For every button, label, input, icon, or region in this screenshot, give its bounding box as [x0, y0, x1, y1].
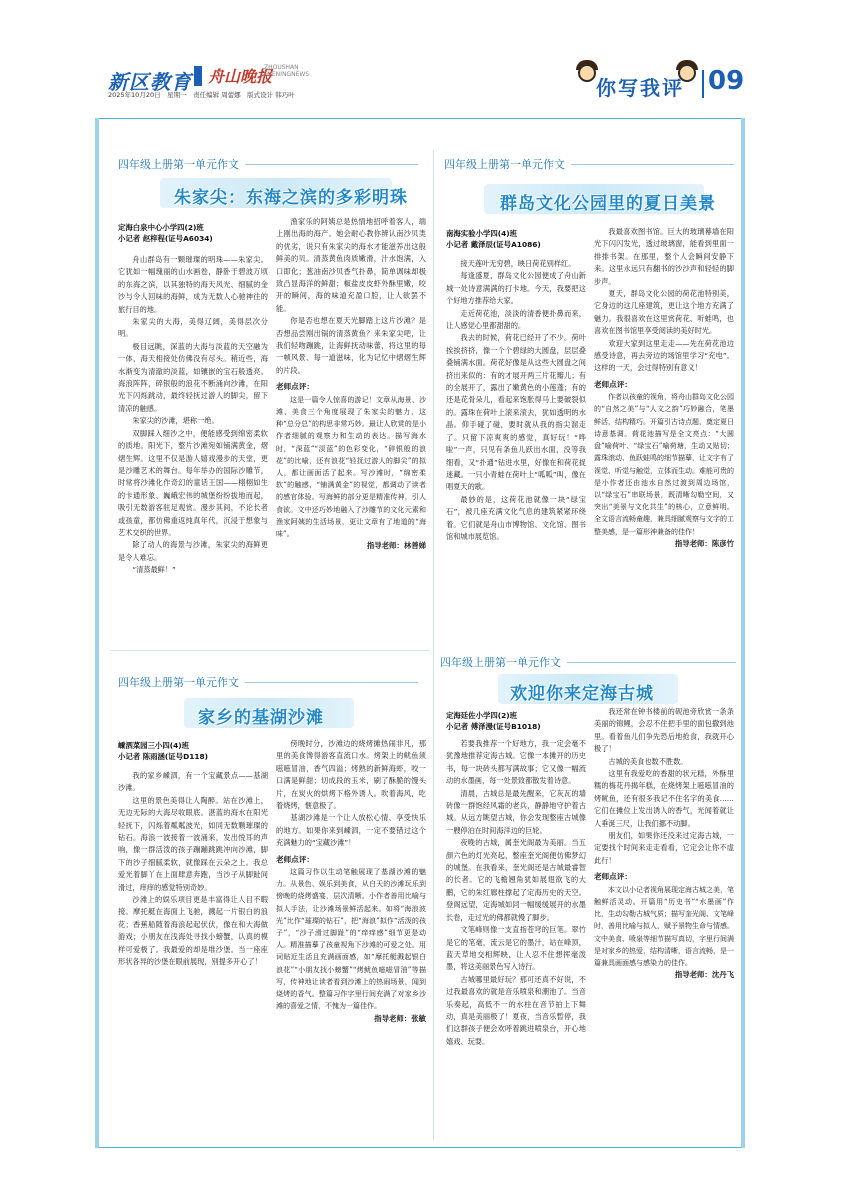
page-number: 09: [708, 66, 745, 96]
a3-col2: [276, 738, 426, 1138]
a2-byline: [446, 228, 541, 250]
brand-title: 新区教育: [108, 70, 192, 94]
a3-label: 四年级上册第一单元作文: [118, 674, 245, 690]
a4-p9: 朋友们，如果你还没来过定海古城，一定要找个时间来走走看看，它定会让你不虚此行！: [594, 831, 734, 865]
a4-school: 定海廷佐小学四(2)班: [446, 711, 518, 720]
a4-p7: 古城的美食也数不胜数。: [608, 756, 688, 766]
a4-p6: 我还常在钟书楼前的砚池旁欣赏一条条美丽的锦鲤，会忍不住把手里的面包撒到池里。看着鱼儿们争先恐后地抢食，我就开心极了！: [594, 707, 734, 754]
a2-label: 四年级上册第一单元作文: [444, 156, 571, 172]
a1-p6: 除了动人的海景与沙滩，朱家尖的海鲜更是令人难忘。: [118, 540, 268, 562]
a4-col2: [594, 706, 734, 1140]
a2-teacher: 指导老师：陈彦竹: [674, 538, 734, 548]
a1-p5: 双脚踩入细沙之中，便能感受到绵密柔软的质地。阳光下，整片沙滩宛如铺满黄金，熠熠生辉。这里不仅是游人嬉戏漫步的天堂，更是沙雕艺术的舞台。每年举办的国际沙雕节，时常将沙滩化作奇幻的童话王国——栩栩如生的卡通形象、巍峨宏伟的城堡纷纷拔地而起，吸引无数游客驻足观赏。漫步其间，不论长者或孩童，都仿佛重返纯真年代，沉浸于想象与艺术交织的世界。: [118, 428, 268, 537]
a1-title: 朱家尖：东海之滨的多彩明珠: [174, 188, 408, 208]
a1-p4: 朱家尖的沙滩，堪称一绝。: [132, 416, 219, 426]
a4-byline: [446, 710, 541, 732]
a1-comment-label: 老师点评：: [276, 382, 314, 392]
a2-p2: 每逢盛夏，群岛文化公园便成了舟山新城一处诗意满满的打卡地。今天，我要把这个好地方推荐给大家。: [446, 271, 586, 306]
a4-teacher: 指导老师：沈丹飞: [674, 970, 734, 980]
a1-col2: [276, 216, 426, 662]
center-divider: [433, 150, 434, 1140]
a2-author: 小记者 戴泽辰(证号A1086): [446, 240, 541, 249]
paper-logo: 舟山晚报: [208, 67, 273, 86]
a2-school: 南海实验小学四(4)班: [446, 229, 518, 238]
kid-face-1: [578, 64, 596, 82]
a2-col1: [446, 258, 586, 688]
a4-title: 欢迎你来定海古城: [510, 684, 654, 704]
masthead: [108, 60, 744, 112]
a2-comment-label: 老师点评：: [594, 379, 632, 389]
a2-title: 群岛文化公园里的夏日美景: [500, 194, 716, 214]
a4-p1: 若要我推荐一个好地方，我一定会毫不犹豫地推荐定海古城。它像一本摊开的历史书，每一块砖头都写满故事；它又像一幅流动的水墨画，每一处景致都散发着诗意。: [446, 739, 586, 786]
a4-p3: 夜晚的古城，属奎光阁最为美丽。当五颜六色的灯光亮起，整座奎光阁便仿佛梦幻的城堡。在我看来，奎光阁还是古城最睿智的长者。它的飞檐翘角犹如展翅欲飞的大鹏，它的朱红廊柱撑起了定海历史的天空。登阁远望，定海城如同一幅缓缓展开的水墨长卷，走过光的佛都就慢了脚步。: [446, 838, 586, 922]
a1-label: 四年级上册第一单元作文: [118, 156, 245, 172]
a3-p2: 这里的景色美得让人陶醉。站在沙滩上，无边无际的大海尽收眼底。湛蓝的海水在阳光轻抚下，闪烁着粼粼波光，如同无数颗璀璨的钻石。海浪一波接着一波涌来，发出悦耳的声响，像一群活泼的孩子蹦蹦跳跳冲向沙滩，脚下的沙子细腻柔软，就像踩在云朵之上。我总爱光着脚丫在上面肆意奔跑，当沙子从脚趾间滑过，痒痒的感觉特别奇妙。: [118, 795, 268, 892]
a1-comment: 这是一篇令人惊喜的游记！文章从海景、沙滩、美食三个角度展现了朱家尖的魅力，这种“总分总”的构思非常巧妙。最让人欣赏的是小作者细腻的观察力和生动的表达。描写海水时，“深蓝”“淡蓝”的色彩变化，“碎银般的浪花”的比喻，还有浪花“轻抚过游人的脚尖”的拟人，都让画面活了起来。写沙滩时，“绵密柔软”的触感、“铺满黄金”的视觉，都调动了读者的感官体验。写海鲜的部分更是精准传神，引人食欲。文中还巧妙地融入了沙雕节的文化元素和渔家阿姨的生活场景，更让文章有了地道的“海味”。: [276, 395, 426, 538]
a3-title: 家乡的基湖沙滩: [198, 708, 324, 728]
a1-p7: “清蒸最鲜！”: [132, 565, 176, 575]
a4-comment-label: 老师点评：: [594, 872, 632, 882]
a3-comment: 这篇习作以生动笔触展现了基湖沙滩的魅力。从景色、娱乐到美食，从白天的沙滩玩乐到傍晚的烧烤盛宴，层次清晰。小作者善用比喻与拟人手法，让沙滩场景鲜活起来。如将“海浪波光”比作“璀璨的钻石”，把“海浪”拟作“活泼的孩子”，“沙子滑过脚趾”的“痒痒感”细节更是动人。精准描摹了孩童视角下沙滩的可爱之处。用词贴近生活且充满画面感，如“摩托艇溅起银白浪花”“小朋友找小螃蟹”“烤鱿鱼嗞嗞冒油”等描写，传神地让读者看到沙滩上的热闹场景，闻到烧烤的香气。整篇习作字里行间充满了对家乡沙滩的喜爱之情，不愧为一篇佳作。: [276, 868, 426, 1011]
frame-stripe-left: [95, 118, 99, 1148]
a3-p3: 沙滩上的娱乐项目更是丰富得让人目不暇接。摩托艇在海面上飞驰，溅起一片银白的浪花；香蕉船随着海浪起起伏伏，像在和大海做游戏；小朋友在浅海处寻找小螃蟹，认真的模样可爱极了。我最爱的却是堆沙堡。当一座座形状各异的沙堡在眼前展现，别提多开心了！: [118, 895, 268, 967]
a4-comment: 本文以小记者视角展现定海古城之美，笔触鲜活灵动。开篇用“历史书”“水墨画”作比，生动勾勒古城气质；描写奎光阁、文笔峰时，善用比喻与拟人，赋予景物生命与情感。文中美食、喷泉等细节描写真切，字里行间满是对家乡的热爱，结构清晰，语言流畅，是一篇兼具画面感与感染力的佳作。: [594, 885, 734, 967]
a1-p8: 渔家乐的阿姨总是热情地招呼着客人，端上刚出海的海产。她会耐心教你辨认南沙贝类的优劣，说只有朱家尖的海水才能滋养出这般鲜美的贝。清蒸黄鱼肉质嫩滑，汁水饱满，入口即化；葱油南沙贝香气扑鼻，简单调味却极致凸显海洋的鲜甜；椒盐皮皮虾外酥里嫩，咬开的瞬间，海的味道充盈口腔，让人欲罢不能。: [276, 217, 426, 313]
brand-bar: [194, 66, 202, 86]
a3-p4: 傍晚时分，沙滩边的烧烤摊热闹非凡，那里的美食馋得游客直流口水。烤架上的鱿鱼须嗞嗞冒油，香气四溢；烤熟的新鲜海虾，咬一口满是鲜甜；切成段的玉米，刷了酥脆的馒头片，在炭火的烘烤下格外诱人。吹着海风，吃着烧烤，惬意极了。: [276, 739, 426, 811]
dateline: 2025年10月20日 星期一 责任编辑 周蕾娜 版式设计 韩巧叶: [108, 91, 295, 99]
a1-p2: 朱家尖的大海，美得辽阔，美得层次分明。: [118, 317, 268, 339]
frame-stripe-right: [741, 118, 745, 1148]
a4-author: 小记者 傅泽漫(证号B1018): [446, 722, 541, 731]
a2-p6: 我最喜欢图书馆。巨大的玻璃幕墙在阳光下闪闪发光，透过玻璃窗，能看到里面一排排书架。在那里，整个人会瞬间安静下来。这里永远只有翻书的沙沙声和轻轻的脚步声。: [594, 227, 734, 286]
a4-label: 四年级上册第一单元作文: [440, 654, 567, 670]
a3-p5: 基湖沙滩是一个让人放松心情、享受快乐的地方。如果你来到嵊泗，一定不要错过这个充满魅力的“宝藏沙滩”！: [276, 813, 426, 848]
a3-author: 小记者 陈雨涵(证号D118): [118, 752, 209, 761]
a2-p3: 走近荷花池，淡淡的清香便扑鼻而来，让人感觉心里都甜甜的。: [446, 308, 586, 331]
a3-teacher: 指导老师：张敏: [374, 1013, 426, 1023]
a4-p4: 文笔峰则像一支直指苍穹的巨笔。翠竹是它的笔毫，流云是它的墨汁，站在峰顶，蓝天草地交相辉映，让人忍不住想挥毫泼墨，将这美丽景色写入诗行。: [446, 925, 586, 972]
a4-col1: [446, 738, 586, 1138]
a1-author: 小记者 赵梓程(证号A6034): [118, 234, 213, 243]
a3-p1: 我的家乡嵊泗，有一个宝藏景点——基湖沙滩。: [118, 771, 268, 793]
a4-p8: 这里有我爱吃的香甜的状元糕，外酥里糯的梅花丹揭年糕，在烧烤架上嗞嗞冒油的烤鱿鱼，还有很多我记不住名字的美食……它们在摊位上发出诱人的香气，光闻着就让人垂涎三尺，让我们挪不动脚。: [594, 769, 734, 828]
section-title: 你写我评: [596, 76, 684, 100]
a3-comment-label: 老师点评：: [276, 854, 314, 864]
a3-col1: [118, 770, 268, 1130]
a3-byline: [118, 740, 208, 762]
a2-p4: 我去的时候，荷花已经开了不少。荷叶挨挨挤挤，像一个个碧绿的大圆盘，层层叠叠铺满水面。荷花好像是从这些大圆盘之间挤出来似的：有的才展开两三片花瓣儿；有的全展开了，露出了嫩黄色的小莲蓬；有的还是花骨朵儿，看起来饱胀得马上要破裂似的。露珠在荷叶上滚来滚去，犹如透明的水晶。仰手碰了碰，要时就从我的指尖溜走了。只留下凉爽爽的感觉，真好玩！“哗啦”一声，只见有条鱼儿跃出水面，没等我细看，又“扑通”钻进水里，好像在和荷花捉迷藏。一只小青蛙在荷叶上“呱呱”叫，像在唱夏天的歌。: [446, 333, 586, 492]
a2-p1: 接天莲叶无穷碧，映日荷花别样红。: [460, 259, 576, 268]
a1-teacher: 指导老师：林善娣: [366, 541, 426, 551]
left-h-divider: [110, 650, 430, 651]
a1-school: 定海白泉中心小学四(2)班: [118, 223, 204, 232]
a2-p5: 最妙的是，这荷花池就像一块“绿宝石”，被几座充满文化气息的建筑紧紧环绕着。它们就是舟山市博物馆、文化馆、图书馆和城市展览馆。: [446, 494, 586, 541]
a1-p3: 极目远眺，深蓝的大海与淡蓝的天空融为一体，海天相接处仿佛没有尽头。稍近些，海水渐变为清澈的淡蓝，如镶嵌的宝石般透亮。海浪阵阵，碎银般的浪花不断涌向沙滩，在阳光下闪烁跳动，最终轻抚过游人的脚尖，留下清凉的触感。: [118, 341, 268, 413]
a4-p5: 古城哪里最好玩？那可还真不好说，不过我最喜欢的就是音乐喷泉和潮池了。当音乐奏起，高低不一的水柱在音节拍上下舞动，真是美丽极了！夏夜，当音乐暂停，我们这群孩子便会欢呼着跳进喷泉台，开心地嬉戏、玩耍。: [446, 974, 586, 1046]
a2-col2: [594, 226, 734, 676]
a1-col1: [118, 254, 268, 674]
a1-p9: 你是否也想在夏天光脚踏上这片沙滩？是否想品尝刚出锅的清蒸黄鱼？来朱家尖吧，让我们轻吻蹦跳，让海鲜抚动味蕾，将这里的每一帧风景、每一道滋味，化为记忆中熠熠生辉的片段。: [276, 316, 426, 375]
a2-comment: 作者以孩童的视角，将舟山群岛文化公园的“自然之美”与“人文之韵”巧妙融合，笔墨鲜活，结构精巧。开篇引古诗点题，奠定夏日诗意基调。荷花池描写是全文亮点：“大圆盘”喻荷叶、“绿宝石”喻荷塘，生动又贴切；露珠滚动、鱼跃蛙鸣的细节描摹，让文字有了视觉、听觉与触觉，立体而生动。难能可贵的是小作者还由池水自然过渡到周边场馆，以“绿宝石”串联场景，既清晰勾勒空间，又突出“美景与文化共生”的核心，立意鲜明。全文语言流畅童趣，兼具细腻观察与文字的工整美感，是一篇形神兼备的佳作！: [594, 393, 734, 536]
section-divider: [702, 70, 704, 98]
a2-p8: 欢迎大家到这里走走——先在荷花池边感受诗意，再去旁边的场馆里学习“充电”。这样的一天，会过得特别有意义！: [594, 338, 734, 373]
a3-school: 嵊泗菜园三小四(4)班: [118, 741, 190, 750]
a4-p2: 清晨，古城总是最先醒来，它灰瓦的墙砖像一群饱经风霜的老兵，静静地守护着古城。从远方眺望古城，你会发现整座古城像一艘停泊在时间海洋边的巨轮。: [446, 788, 586, 835]
paper-logo-en: ZHOUSHAN EVENINGNEWS: [264, 64, 310, 78]
a1-p1: 舟山群岛有一颗璀璨的明珠——朱家尖。它犹如一幅瑰丽的山水画卷，静卧于碧波万顷的东海之滨，以其独特的海天风光、细腻的金沙与令人回味的海鲜，成为无数人心驰神往的旅行目的地。: [118, 255, 268, 314]
a2-p7: 夏天，群岛文化公园的荷花池特别美，它身边的这几座建筑，更让这个地方充满了魅力。我很喜欢在这里赏荷花、听蛙鸣，也喜欢在图书馆里享受阅读的美好时光。: [594, 289, 734, 336]
a1-byline: [118, 222, 213, 244]
